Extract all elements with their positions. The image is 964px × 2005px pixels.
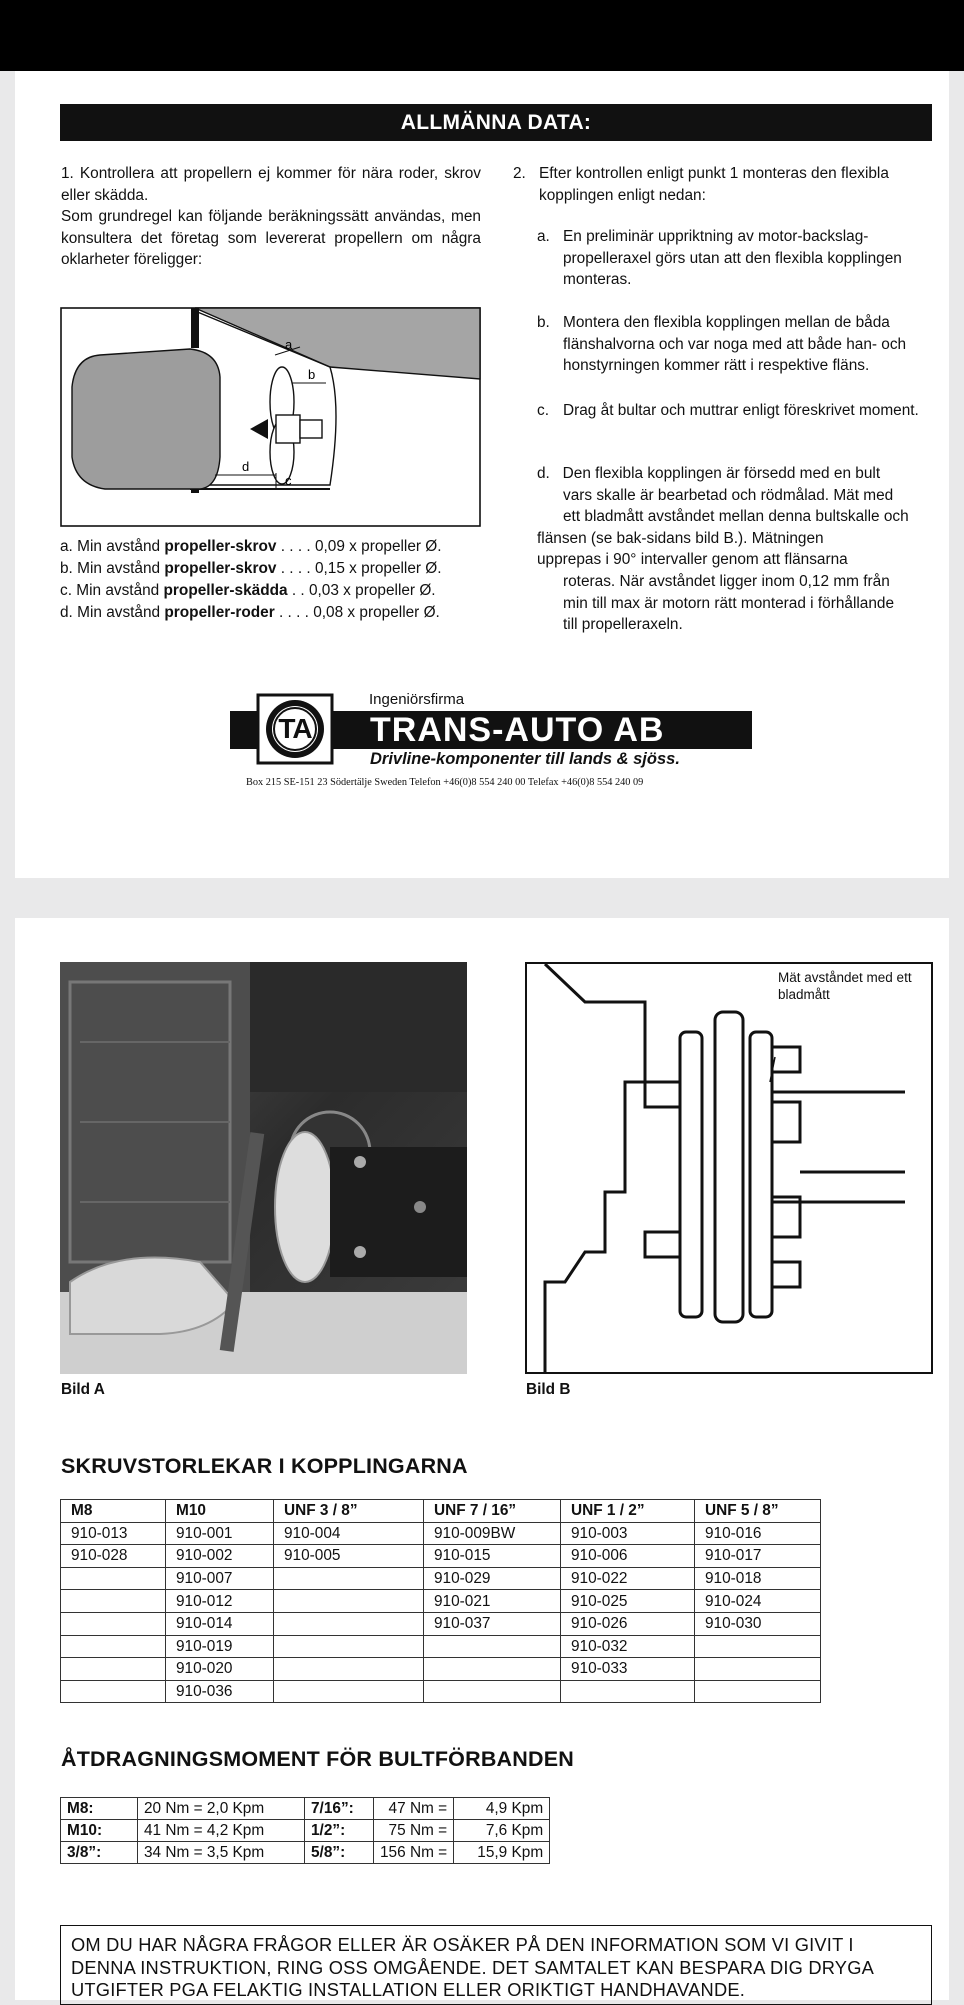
table-cell: 910-012 xyxy=(166,1590,274,1613)
bolt-sizes-title: SKRUVSTORLEKAR I KOPPLINGARNA xyxy=(61,1454,468,1478)
table-cell xyxy=(61,1612,166,1635)
table-cell: 910-020 xyxy=(166,1658,274,1681)
distance-item-b: b. Min avstånd propeller-skrov . . . . 0,15 x propeller Ø. xyxy=(60,560,442,577)
document-page-2 xyxy=(15,918,949,2000)
logo-monogram: TA xyxy=(278,713,312,744)
table-cell: 910-001 xyxy=(166,1522,274,1545)
table-cell xyxy=(61,1658,166,1681)
table-row xyxy=(61,1820,550,1842)
table-cell xyxy=(274,1590,424,1613)
company-logo xyxy=(230,691,760,851)
col-header: M10 xyxy=(166,1500,274,1523)
company-address: Box 215 SE-151 23 Södertälje Sweden Telefon +46(0)8 554 240 00 Telefax +46(0)8 554 240 09 xyxy=(246,777,644,788)
table-cell: 75 Nm = xyxy=(374,1820,454,1842)
step-2d: d. Den flexibla kopplingen är försedd med en bult vars skalle är bearbetad och rödmålad. Mät med ett bladmått avståndet mellan denna bultskalle och flänsen (se bak-sidans bild B.). Mätningen upprepas i 90° intervaller genom att flänsarna roteras. När avståndet ligger inom 0,12 mm från min till max är motorn rätt monterad i förhållande till propelleraxeln. xyxy=(537,465,909,634)
table-cell: 910-004 xyxy=(274,1522,424,1545)
table-cell xyxy=(424,1680,561,1703)
col-header: UNF 3 / 8” xyxy=(274,1500,424,1523)
table-cell: 910-005 xyxy=(274,1545,424,1568)
label-a: a xyxy=(285,337,293,352)
table-cell: 910-022 xyxy=(561,1567,695,1590)
table-cell xyxy=(61,1635,166,1658)
table-row xyxy=(61,1680,821,1703)
col-header: M8 xyxy=(61,1500,166,1523)
table-cell: 15,9 Kpm xyxy=(454,1842,550,1864)
table-cell: 910-014 xyxy=(166,1612,274,1635)
distance-item-a: a. Min avstånd propeller-skrov . . . . 0,09 x propeller Ø. xyxy=(60,538,442,555)
propeller-clearance-diagram xyxy=(60,307,481,527)
label-b: b xyxy=(308,367,316,382)
document-page-1 xyxy=(15,71,949,878)
table-cell: 910-033 xyxy=(561,1658,695,1681)
table-cell: 910-002 xyxy=(166,1545,274,1568)
caption-bild-b: Bild B xyxy=(526,1381,571,1398)
table-row xyxy=(61,1590,821,1613)
photo-bild-a xyxy=(60,962,467,1374)
table-cell xyxy=(61,1680,166,1703)
step-2: 2. Efter kontrollen enligt punkt 1 monteras den flexibla kopplingen enligt nedan: xyxy=(513,165,889,204)
contact-notice: OM DU HAR NÅGRA FRÅGOR ELLER ÄR OSÄKER PÅ DEN INFORMATION SOM VI GIVIT I DENNA INSTRUKTION, RING OSS OMGÅENDE. DET SAMTALET KAN BESPARA DIG DRYGA UTGIFTER PGA FELAKTIG INSTALLATION ELLER ORIKTIGT HANDHAVANDE. xyxy=(60,1925,932,2005)
table-cell: 910-028 xyxy=(61,1545,166,1568)
table-cell: 910-016 xyxy=(695,1522,821,1545)
table-cell: 7/16”: xyxy=(305,1798,374,1820)
table-cell: 910-036 xyxy=(166,1680,274,1703)
section-header: ALLMÄNNA DATA: xyxy=(60,104,932,141)
table-cell: M8: xyxy=(61,1798,138,1820)
table-cell xyxy=(274,1658,424,1681)
table-cell: 910-015 xyxy=(424,1545,561,1568)
step-2c: c. Drag åt bultar och muttrar enligt föreskrivet moment. xyxy=(537,402,919,419)
table-cell: 7,6 Kpm xyxy=(454,1820,550,1842)
label-c: c xyxy=(285,473,292,488)
caption-bild-a: Bild A xyxy=(61,1381,105,1398)
table-cell: 910-037 xyxy=(424,1612,561,1635)
bolt-sizes-table xyxy=(60,1499,821,1703)
distance-item-d: d. Min avstånd propeller-roder . . . . 0,08 x propeller Ø. xyxy=(60,604,440,621)
table-cell: 910-029 xyxy=(424,1567,561,1590)
table-cell: 910-019 xyxy=(166,1635,274,1658)
label-d: d xyxy=(242,459,250,474)
table-row xyxy=(61,1567,821,1590)
table-cell xyxy=(61,1567,166,1590)
table-cell xyxy=(561,1680,695,1703)
table-cell xyxy=(274,1567,424,1590)
table-cell xyxy=(424,1658,561,1681)
table-cell: 47 Nm = xyxy=(374,1798,454,1820)
table-cell: 910-025 xyxy=(561,1590,695,1613)
table-row xyxy=(61,1798,550,1820)
table-cell: 910-009BW xyxy=(424,1522,561,1545)
torque-title: ÅTDRAGNINGSMOMENT FÖR BULTFÖRBANDEN xyxy=(61,1747,575,1771)
table-cell: 910-021 xyxy=(424,1590,561,1613)
table-cell xyxy=(695,1658,821,1681)
table-cell: 910-017 xyxy=(695,1545,821,1568)
col-header: UNF 7 / 16” xyxy=(424,1500,561,1523)
intro-paragraph-1: 1. Kontrollera att propellern ej kommer för nära roder, skrov eller skädda. xyxy=(61,165,481,204)
table-cell: 5/8”: xyxy=(305,1842,374,1864)
callout-measure: Mät avståndet med ett bladmått xyxy=(778,970,912,1002)
table-row xyxy=(61,1658,821,1681)
table-cell xyxy=(274,1612,424,1635)
table-cell xyxy=(61,1590,166,1613)
step-2a: a. En preliminär uppriktning av motor-backslag-propelleraxel görs utan att den flexibla kopplingen monteras. xyxy=(537,228,902,289)
table-cell: 34 Nm = 3,5 Kpm xyxy=(138,1842,305,1864)
table-cell: M10: xyxy=(61,1820,138,1842)
step-2b: b. Montera den flexibla kopplingen mellan de båda flänshalvorna och var noga med att både han- och honstyrningen kommer rätt i respektive fläns. xyxy=(537,314,907,375)
col-header: UNF 5 / 8” xyxy=(695,1500,821,1523)
table-cell: 910-032 xyxy=(561,1635,695,1658)
logo-company-name: TRANS-AUTO AB xyxy=(370,711,665,749)
table-cell: 910-003 xyxy=(561,1522,695,1545)
distance-item-c: c. Min avstånd propeller-skädda . . 0,03 x propeller Ø. xyxy=(60,582,436,599)
table-cell: 3/8”: xyxy=(61,1842,138,1864)
table-cell: 910-013 xyxy=(61,1522,166,1545)
table-row xyxy=(61,1842,550,1864)
table-cell: 910-024 xyxy=(695,1590,821,1613)
table-cell xyxy=(424,1635,561,1658)
table-row xyxy=(61,1612,821,1635)
table-row xyxy=(61,1635,821,1658)
table-cell: 910-030 xyxy=(695,1612,821,1635)
drawing-bild-b xyxy=(525,962,933,1374)
logo-tagline: Drivline-komponenter till lands & sjöss. xyxy=(370,750,680,768)
table-cell: 156 Nm = xyxy=(374,1842,454,1864)
table-cell: 20 Nm = 2,0 Kpm xyxy=(138,1798,305,1820)
table-cell xyxy=(274,1680,424,1703)
table-cell: 910-007 xyxy=(166,1567,274,1590)
col-header: UNF 1 / 2” xyxy=(561,1500,695,1523)
table-cell xyxy=(695,1635,821,1658)
table-cell: 910-026 xyxy=(561,1612,695,1635)
table-cell: 41 Nm = 4,2 Kpm xyxy=(138,1820,305,1842)
table-row xyxy=(61,1545,821,1568)
torque-table xyxy=(60,1797,550,1864)
table-cell: 1/2”: xyxy=(305,1820,374,1842)
intro-paragraph-2: Som grundregel kan följande beräkningssätt användas, men konsultera det företag som levererat propellern om några oklarheter föreligger: xyxy=(61,208,481,269)
top-bar xyxy=(0,0,964,71)
table-cell: 4,9 Kpm xyxy=(454,1798,550,1820)
table-cell: 910-018 xyxy=(695,1567,821,1590)
table-row xyxy=(61,1522,821,1545)
table-cell xyxy=(274,1635,424,1658)
table-cell xyxy=(695,1680,821,1703)
table-cell: 910-006 xyxy=(561,1545,695,1568)
logo-subtitle: Ingeniörsfirma xyxy=(369,691,465,708)
bolt-table-header-row xyxy=(61,1500,821,1523)
